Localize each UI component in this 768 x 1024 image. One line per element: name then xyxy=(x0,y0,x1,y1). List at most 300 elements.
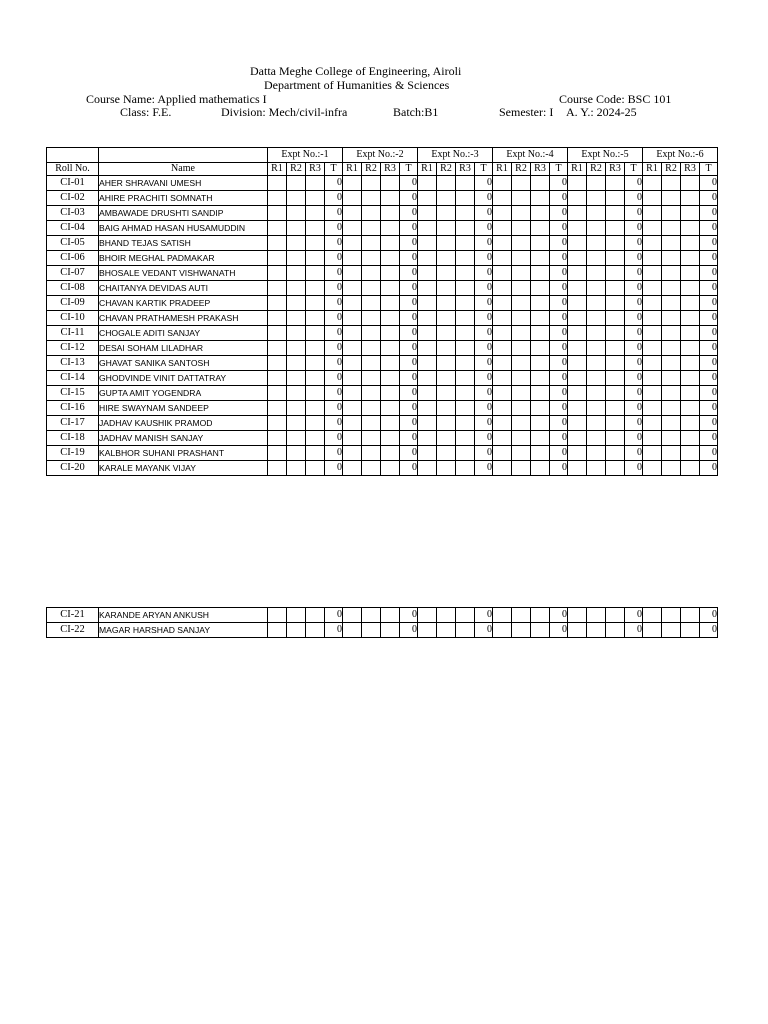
mark-cell xyxy=(456,281,475,296)
division-label: Division: Mech/civil-infra xyxy=(221,105,348,119)
mark-cell xyxy=(306,431,325,446)
total-cell: 0 xyxy=(625,341,643,356)
mark-cell xyxy=(287,461,306,476)
sub-header: R1 xyxy=(418,163,437,176)
mark-cell xyxy=(681,416,700,431)
mark-cell xyxy=(343,191,362,206)
mark-cell xyxy=(568,176,587,191)
total-cell: 0 xyxy=(325,341,343,356)
mark-cell xyxy=(287,176,306,191)
experiment-header: Expt No.:-2 xyxy=(343,148,418,163)
mark-cell xyxy=(306,461,325,476)
roll-number: CI-16 xyxy=(47,401,99,416)
mark-cell xyxy=(381,311,400,326)
mark-cell xyxy=(531,281,550,296)
mark-cell xyxy=(306,326,325,341)
mark-cell xyxy=(287,266,306,281)
roll-number: CI-18 xyxy=(47,431,99,446)
total-cell: 0 xyxy=(325,176,343,191)
mark-cell xyxy=(512,221,531,236)
total-cell: 0 xyxy=(550,416,568,431)
total-cell: 0 xyxy=(325,191,343,206)
total-cell: 0 xyxy=(475,326,493,341)
mark-cell xyxy=(268,416,287,431)
total-cell: 0 xyxy=(700,371,718,386)
total-cell: 0 xyxy=(325,206,343,221)
mark-cell xyxy=(287,311,306,326)
mark-cell xyxy=(437,176,456,191)
mark-cell xyxy=(287,296,306,311)
total-cell: 0 xyxy=(625,356,643,371)
total-cell: 0 xyxy=(325,446,343,461)
mark-cell xyxy=(343,296,362,311)
mark-cell xyxy=(606,401,625,416)
mark-cell xyxy=(362,431,381,446)
total-cell: 0 xyxy=(475,236,493,251)
mark-cell xyxy=(493,623,512,638)
mark-cell xyxy=(287,446,306,461)
mark-cell xyxy=(362,608,381,623)
mark-cell xyxy=(418,431,437,446)
total-cell: 0 xyxy=(475,623,493,638)
mark-cell xyxy=(456,431,475,446)
total-cell: 0 xyxy=(625,446,643,461)
sub-header: T xyxy=(700,163,718,176)
mark-cell xyxy=(268,341,287,356)
total-cell: 0 xyxy=(325,266,343,281)
total-cell: 0 xyxy=(625,251,643,266)
mark-cell xyxy=(343,206,362,221)
experiment-header: Expt No.:-1 xyxy=(268,148,343,163)
total-cell: 0 xyxy=(550,266,568,281)
mark-cell xyxy=(381,191,400,206)
student-name: DESAI SOHAM LILADHAR xyxy=(99,341,268,356)
mark-cell xyxy=(456,461,475,476)
total-cell: 0 xyxy=(550,311,568,326)
mark-cell xyxy=(306,266,325,281)
mark-cell xyxy=(643,608,662,623)
mark-cell xyxy=(306,311,325,326)
mark-cell xyxy=(437,191,456,206)
roll-number: CI-04 xyxy=(47,221,99,236)
college-title: Datta Meghe College of Engineering, Airoli xyxy=(250,64,462,78)
total-cell: 0 xyxy=(475,371,493,386)
mark-cell xyxy=(418,326,437,341)
mark-cell xyxy=(587,356,606,371)
mark-cell xyxy=(662,461,681,476)
total-cell: 0 xyxy=(475,431,493,446)
total-cell: 0 xyxy=(400,221,418,236)
mark-cell xyxy=(587,296,606,311)
mark-cell xyxy=(681,326,700,341)
sub-header: T xyxy=(325,163,343,176)
mark-cell xyxy=(437,416,456,431)
mark-cell xyxy=(606,176,625,191)
mark-cell xyxy=(418,176,437,191)
mark-cell xyxy=(381,401,400,416)
mark-cell xyxy=(362,251,381,266)
mark-cell xyxy=(662,176,681,191)
mark-cell xyxy=(681,311,700,326)
mark-cell xyxy=(531,221,550,236)
mark-cell xyxy=(437,341,456,356)
mark-cell xyxy=(587,461,606,476)
mark-cell xyxy=(418,266,437,281)
table-row xyxy=(47,221,718,236)
mark-cell xyxy=(568,356,587,371)
experiment-header: Expt No.:-4 xyxy=(493,148,568,163)
mark-cell xyxy=(306,446,325,461)
total-cell: 0 xyxy=(325,431,343,446)
total-cell: 0 xyxy=(325,356,343,371)
mark-cell xyxy=(681,266,700,281)
total-cell: 0 xyxy=(475,401,493,416)
mark-cell xyxy=(268,266,287,281)
total-cell: 0 xyxy=(475,251,493,266)
mark-cell xyxy=(493,206,512,221)
total-cell: 0 xyxy=(325,386,343,401)
sub-header: R3 xyxy=(381,163,400,176)
mark-cell xyxy=(268,296,287,311)
mark-cell xyxy=(268,608,287,623)
mark-cell xyxy=(662,326,681,341)
sub-header: R3 xyxy=(306,163,325,176)
semester-label: Semester: I xyxy=(499,105,554,119)
mark-cell xyxy=(287,326,306,341)
mark-cell xyxy=(643,326,662,341)
mark-cell xyxy=(456,326,475,341)
mark-cell xyxy=(606,296,625,311)
total-cell: 0 xyxy=(550,371,568,386)
mark-cell xyxy=(681,191,700,206)
student-name: BHOSALE VEDANT VISHWANATH xyxy=(99,266,268,281)
roll-number: CI-13 xyxy=(47,356,99,371)
mark-cell xyxy=(606,386,625,401)
mark-cell xyxy=(418,356,437,371)
table-row xyxy=(47,386,718,401)
total-cell: 0 xyxy=(400,191,418,206)
mark-cell xyxy=(531,416,550,431)
mark-cell xyxy=(568,221,587,236)
mark-cell xyxy=(381,281,400,296)
mark-cell xyxy=(587,386,606,401)
mark-cell xyxy=(643,401,662,416)
roll-number: CI-14 xyxy=(47,371,99,386)
sub-header: R1 xyxy=(343,163,362,176)
experiment-header: Expt No.:-3 xyxy=(418,148,493,163)
mark-cell xyxy=(531,191,550,206)
table-row xyxy=(47,176,718,191)
course-code: Course Code: BSC 101 xyxy=(559,92,672,106)
mark-cell xyxy=(512,296,531,311)
header-blank-cell xyxy=(99,148,268,163)
mark-cell xyxy=(531,401,550,416)
mark-cell xyxy=(662,416,681,431)
mark-cell xyxy=(493,266,512,281)
mark-cell xyxy=(662,356,681,371)
total-cell: 0 xyxy=(550,386,568,401)
mark-cell xyxy=(287,401,306,416)
mark-cell xyxy=(568,371,587,386)
roll-number: CI-05 xyxy=(47,236,99,251)
table-row xyxy=(47,623,718,638)
mark-cell xyxy=(456,311,475,326)
mark-cell xyxy=(493,221,512,236)
total-cell: 0 xyxy=(700,341,718,356)
mark-cell xyxy=(568,296,587,311)
mark-cell xyxy=(587,416,606,431)
mark-cell xyxy=(268,371,287,386)
mark-cell xyxy=(362,623,381,638)
mark-cell xyxy=(456,341,475,356)
mark-cell xyxy=(568,266,587,281)
mark-cell xyxy=(531,446,550,461)
mark-cell xyxy=(306,356,325,371)
mark-cell xyxy=(681,341,700,356)
total-cell: 0 xyxy=(625,266,643,281)
mark-cell xyxy=(662,281,681,296)
total-cell: 0 xyxy=(625,221,643,236)
mark-cell xyxy=(681,296,700,311)
mark-cell xyxy=(493,281,512,296)
mark-cell xyxy=(268,446,287,461)
total-cell: 0 xyxy=(475,446,493,461)
sub-header: R3 xyxy=(681,163,700,176)
sub-header: R1 xyxy=(643,163,662,176)
mark-cell xyxy=(662,266,681,281)
mark-cell xyxy=(456,176,475,191)
mark-cell xyxy=(587,608,606,623)
mark-cell xyxy=(681,431,700,446)
sub-header: R1 xyxy=(268,163,287,176)
mark-cell xyxy=(343,623,362,638)
student-name: JADHAV KAUSHIK PRAMOD xyxy=(99,416,268,431)
mark-cell xyxy=(493,356,512,371)
mark-cell xyxy=(418,386,437,401)
total-cell: 0 xyxy=(625,461,643,476)
mark-cell xyxy=(568,608,587,623)
mark-cell xyxy=(343,266,362,281)
mark-cell xyxy=(268,251,287,266)
total-cell: 0 xyxy=(625,191,643,206)
mark-cell xyxy=(606,371,625,386)
mark-cell xyxy=(531,176,550,191)
total-cell: 0 xyxy=(700,461,718,476)
mark-cell xyxy=(662,386,681,401)
mark-cell xyxy=(418,221,437,236)
total-cell: 0 xyxy=(625,401,643,416)
student-name: KARANDE ARYAN ANKUSH xyxy=(99,608,268,623)
mark-cell xyxy=(493,416,512,431)
mark-cell xyxy=(381,206,400,221)
mark-cell xyxy=(568,236,587,251)
mark-cell xyxy=(456,206,475,221)
total-cell: 0 xyxy=(325,461,343,476)
mark-cell xyxy=(681,386,700,401)
mark-cell xyxy=(681,461,700,476)
mark-cell xyxy=(381,341,400,356)
mark-cell xyxy=(606,356,625,371)
mark-cell xyxy=(306,236,325,251)
mark-cell xyxy=(306,623,325,638)
mark-cell xyxy=(287,623,306,638)
total-cell: 0 xyxy=(550,176,568,191)
sub-header: R1 xyxy=(493,163,512,176)
total-cell: 0 xyxy=(400,311,418,326)
roll-number: CI-19 xyxy=(47,446,99,461)
mark-cell xyxy=(418,236,437,251)
total-cell: 0 xyxy=(400,446,418,461)
sub-header: T xyxy=(400,163,418,176)
mark-cell xyxy=(512,371,531,386)
mark-cell xyxy=(681,221,700,236)
mark-cell xyxy=(568,431,587,446)
mark-cell xyxy=(343,281,362,296)
mark-cell xyxy=(437,251,456,266)
student-name: CHAITANYA DEVIDAS AUTI xyxy=(99,281,268,296)
table-row xyxy=(47,431,718,446)
mark-cell xyxy=(456,266,475,281)
mark-cell xyxy=(512,206,531,221)
total-cell: 0 xyxy=(700,251,718,266)
mark-cell xyxy=(568,623,587,638)
total-cell: 0 xyxy=(475,416,493,431)
mark-cell xyxy=(418,281,437,296)
mark-cell xyxy=(531,623,550,638)
mark-cell xyxy=(268,311,287,326)
mark-cell xyxy=(531,236,550,251)
mark-cell xyxy=(512,446,531,461)
mark-cell xyxy=(568,326,587,341)
total-cell: 0 xyxy=(625,416,643,431)
mark-cell xyxy=(381,296,400,311)
mark-cell xyxy=(587,206,606,221)
total-cell: 0 xyxy=(400,296,418,311)
experiment-header: Expt No.:-5 xyxy=(568,148,643,163)
mark-cell xyxy=(437,608,456,623)
experiment-header: Expt No.:-6 xyxy=(643,148,718,163)
mark-cell xyxy=(643,386,662,401)
sub-header: T xyxy=(475,163,493,176)
mark-cell xyxy=(381,326,400,341)
table-row xyxy=(47,371,718,386)
student-name: BAIG AHMAD HASAN HUSAMUDDIN xyxy=(99,221,268,236)
mark-cell xyxy=(493,296,512,311)
mark-cell xyxy=(437,311,456,326)
total-cell: 0 xyxy=(325,311,343,326)
mark-cell xyxy=(606,251,625,266)
mark-cell xyxy=(587,311,606,326)
total-cell: 0 xyxy=(625,431,643,446)
mark-cell xyxy=(643,221,662,236)
total-cell: 0 xyxy=(700,431,718,446)
total-cell: 0 xyxy=(700,236,718,251)
mark-cell xyxy=(437,326,456,341)
mark-cell xyxy=(643,266,662,281)
mark-cell xyxy=(306,176,325,191)
mark-cell xyxy=(362,296,381,311)
mark-cell xyxy=(493,371,512,386)
student-name: MAGAR HARSHAD SANJAY xyxy=(99,623,268,638)
name-header: Name xyxy=(99,163,268,176)
mark-cell xyxy=(418,416,437,431)
mark-cell xyxy=(456,191,475,206)
mark-cell xyxy=(512,326,531,341)
mark-cell xyxy=(437,206,456,221)
sub-header: T xyxy=(550,163,568,176)
mark-cell xyxy=(587,623,606,638)
total-cell: 0 xyxy=(550,446,568,461)
mark-cell xyxy=(306,416,325,431)
mark-cell xyxy=(681,401,700,416)
mark-cell xyxy=(381,431,400,446)
mark-cell xyxy=(512,236,531,251)
total-cell: 0 xyxy=(550,623,568,638)
total-cell: 0 xyxy=(550,431,568,446)
total-cell: 0 xyxy=(700,206,718,221)
mark-cell xyxy=(456,608,475,623)
mark-cell xyxy=(531,296,550,311)
mark-cell xyxy=(568,191,587,206)
mark-cell xyxy=(662,446,681,461)
total-cell: 0 xyxy=(700,608,718,623)
mark-cell xyxy=(606,446,625,461)
mark-cell xyxy=(662,623,681,638)
total-cell: 0 xyxy=(400,623,418,638)
mark-cell xyxy=(343,416,362,431)
mark-cell xyxy=(606,341,625,356)
table-row xyxy=(47,416,718,431)
mark-cell xyxy=(362,401,381,416)
mark-cell xyxy=(531,326,550,341)
mark-cell xyxy=(268,461,287,476)
mark-cell xyxy=(587,281,606,296)
mark-cell xyxy=(381,386,400,401)
mark-cell xyxy=(362,371,381,386)
total-cell: 0 xyxy=(700,281,718,296)
total-cell: 0 xyxy=(400,431,418,446)
mark-cell xyxy=(306,341,325,356)
mark-cell xyxy=(568,401,587,416)
roll-number: CI-03 xyxy=(47,206,99,221)
mark-cell xyxy=(493,326,512,341)
mark-cell xyxy=(362,206,381,221)
total-cell: 0 xyxy=(400,461,418,476)
mark-cell xyxy=(268,236,287,251)
mark-cell xyxy=(587,371,606,386)
mark-cell xyxy=(493,341,512,356)
sub-header: T xyxy=(625,163,643,176)
student-name: AHER SHRAVANI UMESH xyxy=(99,176,268,191)
marks-table xyxy=(46,147,718,476)
total-cell: 0 xyxy=(475,206,493,221)
mark-cell xyxy=(531,371,550,386)
mark-cell xyxy=(643,623,662,638)
total-cell: 0 xyxy=(550,296,568,311)
total-cell: 0 xyxy=(400,416,418,431)
mark-cell xyxy=(643,296,662,311)
mark-cell xyxy=(643,416,662,431)
mark-cell xyxy=(437,221,456,236)
total-cell: 0 xyxy=(700,221,718,236)
table-row xyxy=(47,206,718,221)
roll-number: CI-07 xyxy=(47,266,99,281)
mark-cell xyxy=(306,206,325,221)
mark-cell xyxy=(343,326,362,341)
mark-cell xyxy=(587,236,606,251)
mark-cell xyxy=(606,461,625,476)
mark-cell xyxy=(287,371,306,386)
